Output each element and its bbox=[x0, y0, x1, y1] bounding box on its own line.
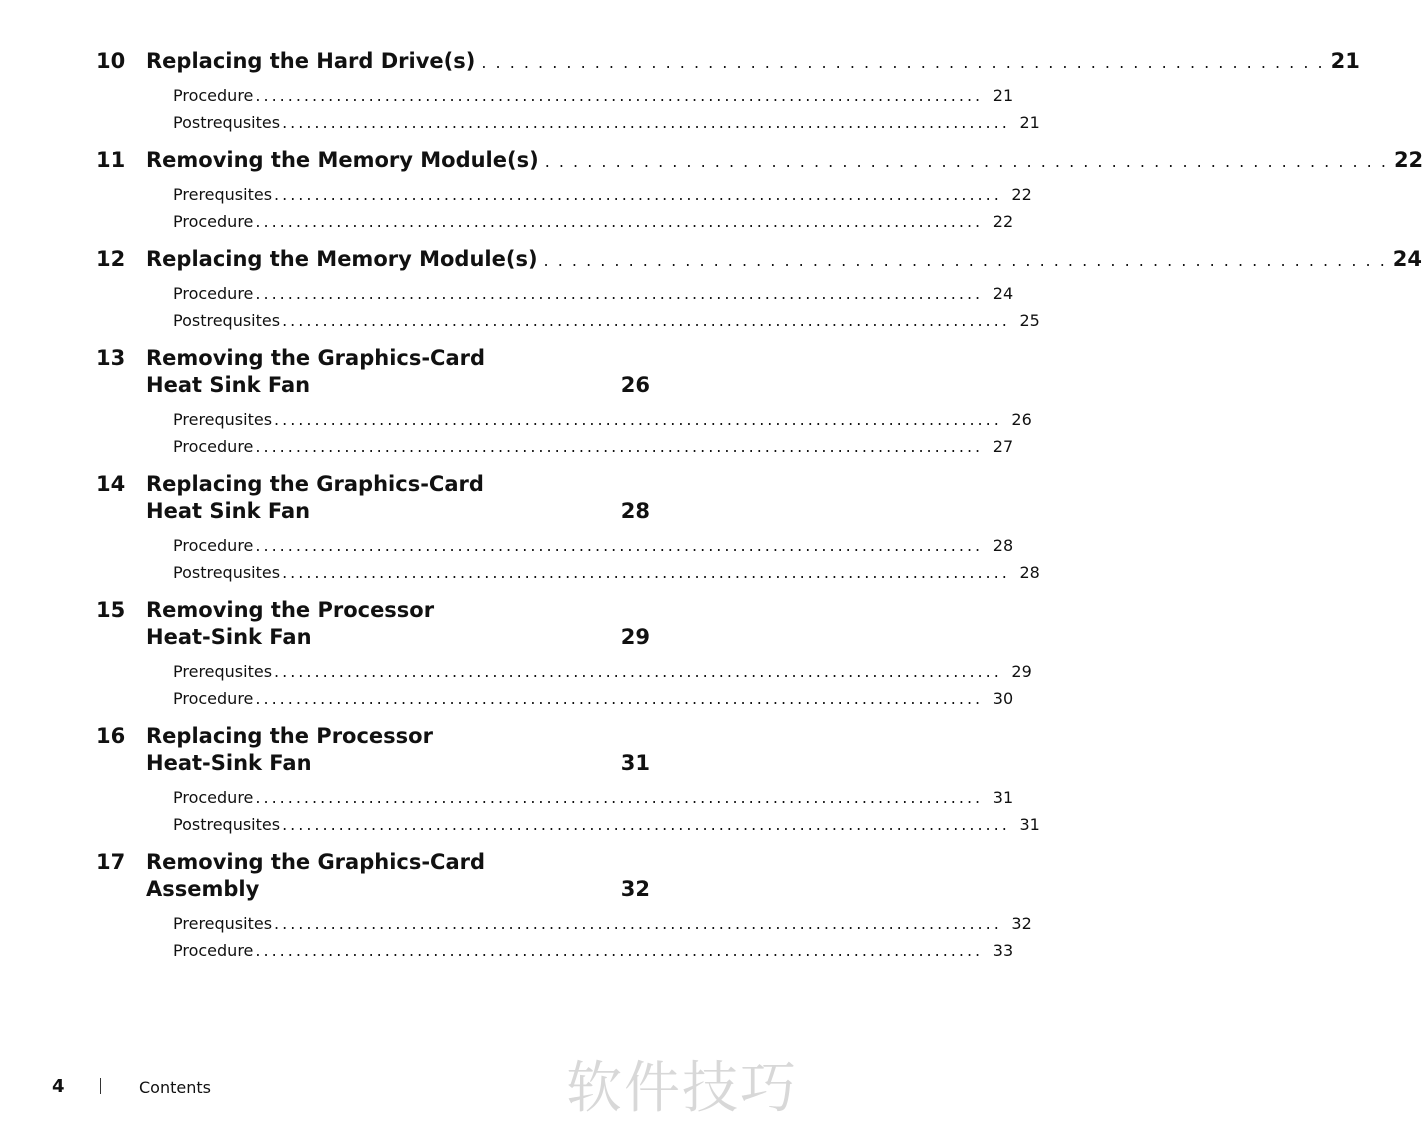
dot-leader: .......................................................................................... bbox=[282, 815, 1010, 834]
chapter-title-line bbox=[146, 345, 650, 372]
chapter-title: Removing the Graphics-Card bbox=[146, 850, 486, 874]
dot-leader: .......................................................................................... bbox=[274, 185, 1002, 204]
subentry-label: Postrequsites bbox=[173, 113, 281, 132]
toc-subentry[interactable] bbox=[173, 82, 1014, 109]
toc-subentry[interactable] bbox=[173, 559, 1040, 586]
chapter-title: Assembly bbox=[146, 877, 260, 901]
footer-page-number: 4 bbox=[52, 1076, 65, 1097]
subentry-label: Procedure bbox=[173, 788, 254, 807]
chapter-title: Replacing the Processor bbox=[146, 724, 433, 748]
chapter-page-number: 22 bbox=[1393, 148, 1423, 172]
toc-subentry[interactable] bbox=[173, 406, 1032, 433]
toc-subentry[interactable] bbox=[173, 280, 1014, 307]
subentry-page-number: 31 bbox=[992, 788, 1014, 807]
dot-leader: .......................................................................................... bbox=[274, 914, 1002, 933]
subentry-label: Procedure bbox=[173, 941, 254, 960]
dot-leader: .......................................................................................... bbox=[255, 536, 984, 555]
chapter-title-line[interactable] bbox=[146, 624, 650, 651]
chapter-number: 11 bbox=[96, 148, 126, 172]
toc-subentry[interactable] bbox=[173, 532, 1014, 559]
chapter-page-number: 31 bbox=[620, 751, 650, 775]
toc-subentry[interactable] bbox=[173, 811, 1040, 838]
dot-leader: . . . . . . . . . . . . . . . . . . . . . . . . . . . . . . . . . . . . . . . . . . . . . . . . . . . . . . . . . . . . bbox=[544, 152, 1388, 171]
toc-subentry[interactable] bbox=[173, 181, 1032, 208]
subentry-page-number: 22 bbox=[992, 212, 1014, 231]
subentry-page-number: 28 bbox=[992, 536, 1014, 555]
toc-subentry[interactable] bbox=[173, 307, 1040, 334]
chapter-page-number: 21 bbox=[1330, 49, 1360, 73]
chapter-number: 16 bbox=[96, 724, 126, 748]
watermark: 软件技巧 bbox=[566, 1056, 798, 1121]
chapter-page-number: 32 bbox=[620, 877, 650, 901]
subentry-page-number: 26 bbox=[1011, 410, 1032, 429]
subentry-label: Postrequsites bbox=[173, 815, 281, 834]
toc-subentry[interactable] bbox=[173, 658, 1032, 685]
chapter-title: Heat-Sink Fan bbox=[146, 751, 312, 775]
chapter-title: Removing the Processor bbox=[146, 598, 435, 622]
chapter-number: 15 bbox=[96, 598, 126, 622]
chapter-title-line bbox=[146, 597, 650, 624]
subentry-page-number: 30 bbox=[992, 689, 1014, 708]
chapter-title: Heat Sink Fan bbox=[146, 499, 311, 523]
chapter-title-line[interactable] bbox=[146, 498, 650, 525]
chapter-page-number: 24 bbox=[1392, 247, 1423, 271]
toc-subentry[interactable] bbox=[173, 910, 1032, 937]
chapter-page-number: 28 bbox=[620, 499, 650, 523]
subentry-label: Prerequsites bbox=[173, 662, 273, 681]
subentry-page-number: 22 bbox=[1011, 185, 1032, 204]
toc-subentry[interactable] bbox=[173, 784, 1014, 811]
chapter-title-line bbox=[146, 723, 650, 750]
dot-leader: .......................................................................................... bbox=[274, 410, 1002, 429]
subentry-label: Postrequsites bbox=[173, 563, 281, 582]
dot-leader: .......................................................................................... bbox=[274, 662, 1002, 681]
subentry-label: Procedure bbox=[173, 689, 254, 708]
dot-leader: . . . . . . . . . . . . . . . . . . . . . . . . . . . . . . . . . . . . . . . . . . . . . . . . . . . . . . . . . . . . bbox=[481, 53, 1325, 72]
chapter-number: 17 bbox=[96, 850, 126, 874]
footer-section-title: Contents bbox=[139, 1078, 211, 1097]
subentry-page-number: 32 bbox=[1011, 914, 1032, 933]
subentry-label: Prerequsites bbox=[173, 410, 273, 429]
footer-separator bbox=[100, 1078, 101, 1094]
subentry-page-number: 24 bbox=[992, 284, 1014, 303]
chapter-number: 13 bbox=[96, 346, 126, 370]
chapter-title: Removing the Graphics-Card bbox=[146, 346, 486, 370]
dot-leader: .......................................................................................... bbox=[282, 563, 1010, 582]
subentry-page-number: 27 bbox=[992, 437, 1014, 456]
dot-leader: .......................................................................................... bbox=[255, 788, 984, 807]
chapter-title: Replacing the Memory Module(s) bbox=[146, 247, 538, 271]
dot-leader: .......................................................................................... bbox=[255, 212, 984, 231]
dot-leader: .......................................................................................... bbox=[255, 284, 984, 303]
chapter-title: Heat Sink Fan bbox=[146, 373, 311, 397]
subentry-page-number: 21 bbox=[992, 86, 1014, 105]
chapter-page-number: 26 bbox=[620, 373, 650, 397]
subentry-label: Procedure bbox=[173, 437, 254, 456]
chapter-title-line[interactable] bbox=[146, 750, 650, 777]
chapter-title: Replacing the Hard Drive(s) bbox=[146, 49, 476, 73]
chapter-title-line[interactable] bbox=[146, 147, 1423, 174]
chapter-title-line[interactable] bbox=[146, 372, 650, 399]
chapter-title-line[interactable] bbox=[146, 48, 1360, 75]
toc-subentry[interactable] bbox=[173, 685, 1014, 712]
chapter-title: Removing the Memory Module(s) bbox=[146, 148, 539, 172]
dot-leader: .......................................................................................... bbox=[282, 311, 1010, 330]
subentry-label: Prerequsites bbox=[173, 185, 273, 204]
subentry-label: Procedure bbox=[173, 86, 254, 105]
toc-subentry[interactable] bbox=[173, 109, 1040, 136]
subentry-page-number: 28 bbox=[1019, 563, 1040, 582]
chapter-title: Replacing the Graphics-Card bbox=[146, 472, 484, 496]
chapter-title-line[interactable] bbox=[146, 876, 650, 903]
chapter-title: Heat-Sink Fan bbox=[146, 625, 312, 649]
toc-subentry[interactable] bbox=[173, 208, 1014, 235]
chapter-number: 12 bbox=[96, 247, 126, 271]
dot-leader: .......................................................................................... bbox=[255, 86, 984, 105]
chapter-page-number: 29 bbox=[620, 625, 650, 649]
subentry-page-number: 25 bbox=[1019, 311, 1040, 330]
subentry-page-number: 33 bbox=[992, 941, 1014, 960]
chapter-title-line[interactable] bbox=[146, 246, 1423, 273]
subentry-page-number: 31 bbox=[1019, 815, 1040, 834]
dot-leader: . . . . . . . . . . . . . . . . . . . . . . . . . . . . . . . . . . . . . . . . . . . . . . . . . . . . . . . . . . . . bbox=[543, 251, 1387, 270]
subentry-label: Procedure bbox=[173, 284, 254, 303]
subentry-label: Procedure bbox=[173, 212, 254, 231]
dot-leader: .......................................................................................... bbox=[255, 689, 984, 708]
toc-subentry[interactable] bbox=[173, 433, 1014, 460]
toc-subentry[interactable] bbox=[173, 937, 1014, 964]
chapter-number: 10 bbox=[96, 49, 126, 73]
chapter-number: 14 bbox=[96, 472, 126, 496]
chapter-title-line bbox=[146, 471, 650, 498]
chapter-title-line bbox=[146, 849, 650, 876]
subentry-label: Prerequsites bbox=[173, 914, 273, 933]
dot-leader: .......................................................................................... bbox=[255, 941, 984, 960]
subentry-page-number: 21 bbox=[1019, 113, 1040, 132]
subentry-label: Postrequsites bbox=[173, 311, 281, 330]
dot-leader: .......................................................................................... bbox=[255, 437, 984, 456]
subentry-label: Procedure bbox=[173, 536, 254, 555]
subentry-page-number: 29 bbox=[1011, 662, 1032, 681]
dot-leader: .......................................................................................... bbox=[282, 113, 1010, 132]
